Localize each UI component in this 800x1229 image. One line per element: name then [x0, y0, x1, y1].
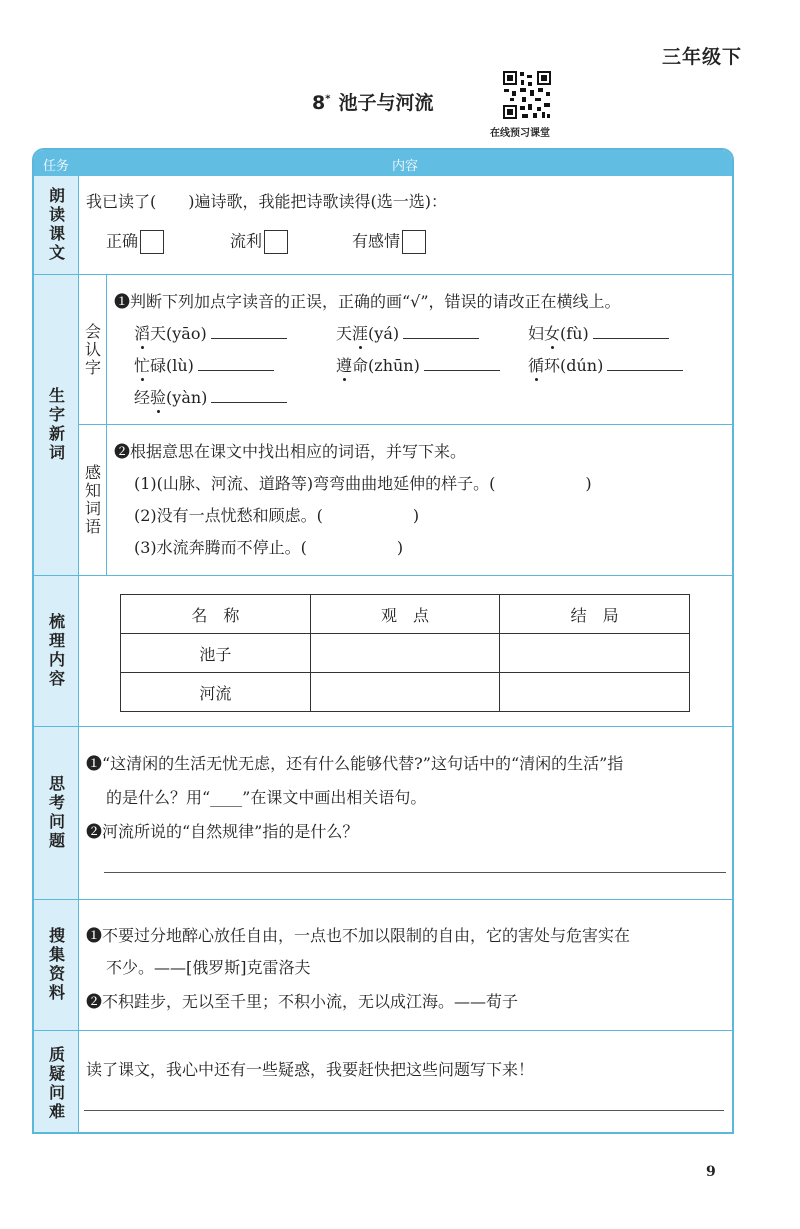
page-number: 9 [706, 1164, 716, 1180]
words-section-label: 生字新词 [34, 275, 78, 575]
checkbox[interactable] [402, 230, 426, 254]
word-item: 天涯(yá) [336, 324, 479, 344]
doubt-section-label: 质疑问难 [34, 1031, 78, 1134]
sort-cell-view[interactable] [310, 673, 500, 712]
sort-header-name: 名 称 [121, 595, 311, 634]
checkbox[interactable] [140, 230, 164, 254]
word-item: 遵命(zhūn) [336, 356, 500, 376]
lesson-title [312, 88, 433, 115]
doubt-instruction: 读了课文，我心中还有一些疑惑，我要赶快把这些问题写下来！ [86, 1060, 535, 1079]
read-option-emotion[interactable]: 有感情 [352, 230, 426, 254]
grade-label: 三年级下 [661, 46, 742, 68]
collect-section-label: 搜集资料 [34, 900, 78, 1030]
table-row [121, 634, 690, 673]
content-column-header: 内容 [391, 159, 418, 174]
answer-line[interactable] [84, 1110, 724, 1111]
collect-quote-2: ❷不积跬步，无以至千里；不积小流，无以成江海。——荀子 [86, 992, 519, 1011]
lesson-number: 8* [312, 92, 331, 114]
sort-table [120, 594, 690, 712]
sort-cell-result[interactable] [500, 673, 690, 712]
words-question-2: ❷根据意思在课文中找出相应的词语，并写下来。 [114, 442, 467, 461]
table-header [34, 150, 732, 176]
think-question-1b: 的是什么？用“____”在课文中画出相关语句。 [106, 788, 427, 807]
word-item: 循环(dún) [528, 356, 683, 376]
worksheet-table [32, 148, 734, 1134]
sort-row-label: 池子 [121, 634, 311, 673]
answer-line[interactable] [104, 872, 726, 873]
words-question-2-2: (2)没有一点忧愁和顾虑。( ) [134, 506, 420, 525]
qr-code-icon[interactable] [502, 70, 552, 120]
sort-header-result: 结 局 [500, 595, 690, 634]
think-question-1a: ❶“这清闲的生活无忧无虑，还有什么能够代替?”这句话中的“清闲的生活”指 [86, 754, 624, 773]
read-option-correct[interactable]: 正确 [106, 230, 164, 254]
word-item: 妇女(fù) [528, 324, 669, 344]
words-question-2-3: (3)水流奔腾而不停止。( ) [134, 538, 404, 557]
read-option-fluent[interactable]: 流利 [230, 230, 288, 254]
perceive-words-label: 感知词语 [82, 464, 102, 536]
collect-quote-1b: 不少。——[俄罗斯]克雷洛夫 [106, 958, 311, 977]
word-item: 滔天(yāo) [134, 324, 287, 344]
read-section-label: 朗读课文 [34, 176, 78, 274]
sort-section-label: 梳理内容 [34, 576, 78, 726]
think-section-label: 思考问题 [34, 727, 78, 899]
words-question-2-1: (1)(山脉、河流、道路等)弯弯曲曲地延伸的样子。( ) [134, 474, 592, 493]
sort-row-label: 河流 [121, 673, 311, 712]
table-row [121, 673, 690, 712]
checkbox[interactable] [264, 230, 288, 254]
sort-cell-view[interactable] [310, 634, 500, 673]
sort-header-view: 观 点 [310, 595, 500, 634]
word-item: 忙碌(lù) [134, 356, 274, 376]
lesson-title-text: 池子与河流 [338, 92, 434, 114]
read-instruction: 我已读了( )遍诗歌，我能把诗歌读得(选一选)： [86, 192, 447, 211]
think-question-2: ❷河流所说的“自然规律”指的是什么？ [86, 822, 359, 841]
qr-label: 在线预习课堂 [490, 128, 550, 139]
words-question-1: ❶判断下列加点字读音的正误，正确的画“√”，错误的请改正在横线上。 [114, 292, 621, 311]
word-item: 经验(yàn) [134, 388, 287, 408]
recognize-chars-label: 会认字 [82, 322, 102, 377]
task-column-header: 任务 [42, 159, 69, 174]
collect-quote-1a: ❶不要过分地醉心放任自由，一点也不加以限制的自由，它的害处与危害实在 [86, 926, 631, 945]
sort-cell-result[interactable] [500, 634, 690, 673]
